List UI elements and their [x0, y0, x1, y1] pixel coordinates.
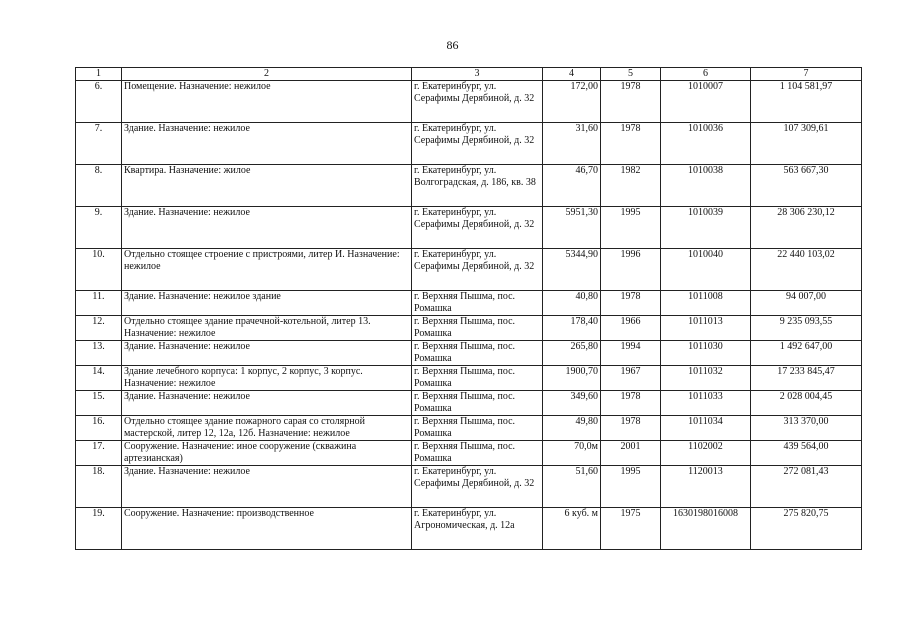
- book-value: 272 081,43: [751, 466, 862, 508]
- table-row: [76, 341, 862, 366]
- book-value: 1 492 647,00: [751, 341, 862, 366]
- table-row: [76, 123, 862, 165]
- inventory-number: 1010040: [661, 249, 751, 291]
- object-year: 1978: [601, 123, 661, 165]
- row-number: 14.: [76, 366, 122, 391]
- object-name: Помещение. Назначение: нежилое: [122, 81, 412, 123]
- book-value: 1 104 581,97: [751, 81, 862, 123]
- object-address: г. Екатеринбург, ул. Агрономическая, д. 12а: [412, 508, 543, 550]
- object-year: 1994: [601, 341, 661, 366]
- inventory-number: 1011030: [661, 341, 751, 366]
- inventory-number: 1010039: [661, 207, 751, 249]
- header-cell-4: 4: [543, 68, 601, 81]
- object-year: 1982: [601, 165, 661, 207]
- object-address: г. Екатеринбург, ул. Серафимы Дерябиной, д. 32: [412, 466, 543, 508]
- book-value: 28 306 230,12: [751, 207, 862, 249]
- table-row: [76, 207, 862, 249]
- object-name: Сооружение. Назначение: иное сооружение (скважина артезианская): [122, 441, 412, 466]
- header-cell-5: 5: [601, 68, 661, 81]
- table-body: [76, 81, 862, 550]
- object-area: 5951,30: [543, 207, 601, 249]
- book-value: 275 820,75: [751, 508, 862, 550]
- book-value: 563 667,30: [751, 165, 862, 207]
- book-value: 439 564,00: [751, 441, 862, 466]
- book-value: 313 370,00: [751, 416, 862, 441]
- row-number: 9.: [76, 207, 122, 249]
- header-cell-2: 2: [122, 68, 412, 81]
- row-number: 8.: [76, 165, 122, 207]
- book-value: 9 235 093,55: [751, 316, 862, 341]
- object-name: Здание. Назначение: нежилое здание: [122, 291, 412, 316]
- object-area: 1900,70: [543, 366, 601, 391]
- inventory-number: 1011013: [661, 316, 751, 341]
- object-area: 172,00: [543, 81, 601, 123]
- object-name: Отдельно стоящее здание прачечной-котельной, литер 13. Назначение: нежилое: [122, 316, 412, 341]
- table-row: [76, 249, 862, 291]
- object-year: 1996: [601, 249, 661, 291]
- book-value: 22 440 103,02: [751, 249, 862, 291]
- object-address: г. Верхняя Пышма, пос. Ромашка: [412, 341, 543, 366]
- object-address: г. Екатеринбург, ул. Серафимы Дерябиной, д. 32: [412, 249, 543, 291]
- object-area: 51,60: [543, 466, 601, 508]
- inventory-number: 1010036: [661, 123, 751, 165]
- inventory-number: 1011008: [661, 291, 751, 316]
- book-value: 17 233 845,47: [751, 366, 862, 391]
- object-area: 5344,90: [543, 249, 601, 291]
- table-row: [76, 466, 862, 508]
- header-cell-1: 1: [76, 68, 122, 81]
- table-row: [76, 291, 862, 316]
- object-address: г. Екатеринбург, ул. Серафимы Дерябиной, д. 32: [412, 123, 543, 165]
- inventory-number: 1102002: [661, 441, 751, 466]
- object-name: Здание. Назначение: нежилое: [122, 341, 412, 366]
- book-value: 2 028 004,45: [751, 391, 862, 416]
- row-number: 10.: [76, 249, 122, 291]
- object-address: г. Верхняя Пышма, пос. Ромашка: [412, 366, 543, 391]
- object-name: Отдельно стоящее здание пожарного сарая со столярной мастерской, литер 12, 12а, 12б. Назначение: нежилое: [122, 416, 412, 441]
- object-year: 1966: [601, 316, 661, 341]
- row-number: 6.: [76, 81, 122, 123]
- object-address: г. Верхняя Пышма, пос. Ромашка: [412, 441, 543, 466]
- object-address: г. Екатеринбург, ул. Серафимы Дерябиной, д. 32: [412, 81, 543, 123]
- object-year: 1967: [601, 366, 661, 391]
- object-year: 2001: [601, 441, 661, 466]
- table-row: [76, 316, 862, 341]
- table-row: [76, 416, 862, 441]
- property-table: [75, 67, 862, 550]
- inventory-number: 1120013: [661, 466, 751, 508]
- book-value: 94 007,00: [751, 291, 862, 316]
- inventory-number: 1630198016008: [661, 508, 751, 550]
- object-name: Здание. Назначение: нежилое: [122, 391, 412, 416]
- object-name: Здание. Назначение: нежилое: [122, 123, 412, 165]
- row-number: 15.: [76, 391, 122, 416]
- object-area: 70,0м: [543, 441, 601, 466]
- object-name: Квартира. Назначение: жилое: [122, 165, 412, 207]
- object-year: 1978: [601, 416, 661, 441]
- row-number: 11.: [76, 291, 122, 316]
- inventory-number: 1011032: [661, 366, 751, 391]
- object-area: 46,70: [543, 165, 601, 207]
- object-area: 40,80: [543, 291, 601, 316]
- row-number: 13.: [76, 341, 122, 366]
- object-area: 349,60: [543, 391, 601, 416]
- object-name: Здание. Назначение: нежилое: [122, 466, 412, 508]
- object-year: 1978: [601, 81, 661, 123]
- object-address: г. Екатеринбург, ул. Серафимы Дерябиной, д. 32: [412, 207, 543, 249]
- object-year: 1978: [601, 391, 661, 416]
- page-number: 86: [446, 38, 459, 52]
- object-name: Отдельно стоящее строение с пристроями, литер И. Назначение: нежилое: [122, 249, 412, 291]
- object-area: 31,60: [543, 123, 601, 165]
- table-row: [76, 508, 862, 550]
- object-year: 1978: [601, 291, 661, 316]
- inventory-number: 1011034: [661, 416, 751, 441]
- inventory-number: 1010038: [661, 165, 751, 207]
- object-address: г. Верхняя Пышма, пос. Ромашка: [412, 291, 543, 316]
- table-row: [76, 366, 862, 391]
- object-area: 49,80: [543, 416, 601, 441]
- header-cell-3: 3: [412, 68, 543, 81]
- object-address: г. Верхняя Пышма, пос. Ромашка: [412, 416, 543, 441]
- object-year: 1975: [601, 508, 661, 550]
- object-address: г. Верхняя Пышма, пос. Ромашка: [412, 391, 543, 416]
- table-row: [76, 441, 862, 466]
- book-value: 107 309,61: [751, 123, 862, 165]
- inventory-number: 1010007: [661, 81, 751, 123]
- row-number: 12.: [76, 316, 122, 341]
- inventory-number: 1011033: [661, 391, 751, 416]
- object-year: 1995: [601, 207, 661, 249]
- object-address: г. Екатеринбург, ул. Волгоградская, д. 186, кв. 38: [412, 165, 543, 207]
- row-number: 19.: [76, 508, 122, 550]
- object-area: 178,40: [543, 316, 601, 341]
- row-number: 7.: [76, 123, 122, 165]
- object-area: 6 куб. м: [543, 508, 601, 550]
- table-row: [76, 81, 862, 123]
- object-name: Сооружение. Назначение: производственное: [122, 508, 412, 550]
- row-number: 17.: [76, 441, 122, 466]
- object-area: 265,80: [543, 341, 601, 366]
- object-name: Здание лечебного корпуса: 1 корпус, 2 корпус, 3 корпус. Назначение: нежилое: [122, 366, 412, 391]
- header-cell-6: 6: [661, 68, 751, 81]
- header-row: [76, 68, 862, 81]
- object-year: 1995: [601, 466, 661, 508]
- table-row: [76, 391, 862, 416]
- object-address: г. Верхняя Пышма, пос. Ромашка: [412, 316, 543, 341]
- row-number: 18.: [76, 466, 122, 508]
- table-header: [76, 68, 862, 81]
- row-number: 16.: [76, 416, 122, 441]
- header-cell-7: 7: [751, 68, 862, 81]
- object-name: Здание. Назначение: нежилое: [122, 207, 412, 249]
- table-row: [76, 165, 862, 207]
